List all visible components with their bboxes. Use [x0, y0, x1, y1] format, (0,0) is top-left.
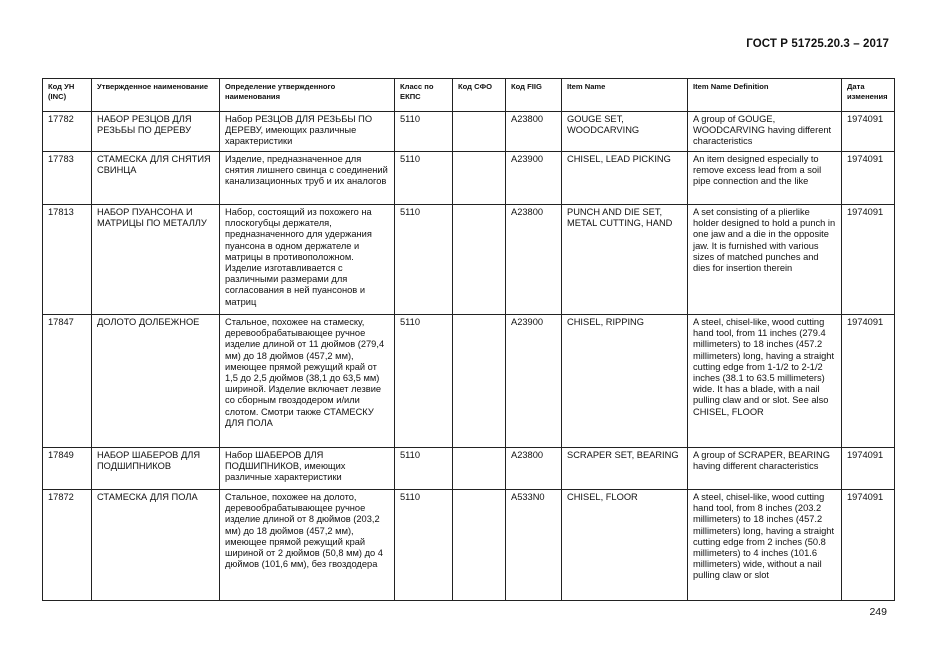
cell-date: 1974091 [842, 448, 895, 490]
cell-approved-name: ДОЛОТО ДОЛБЕЖНОЕ [92, 315, 220, 448]
cell-sfo [453, 315, 506, 448]
cell-definition-ru: Стальное, похожее на долото, деревообрабатывающее ручное изделие длиной от 8 дюймов (203,2 мм) до 18 дюймов (457,2 мм), имеющее прямой режущий край шириной от 2 дюймов (50,8 мм) до 4 дюймов (101,6 мм), без гвоздодера [220, 490, 395, 601]
cell-class: 5110 [395, 315, 453, 448]
cell-class: 5110 [395, 112, 453, 152]
cell-date: 1974091 [842, 205, 895, 315]
cell-definition-ru: Набор, состоящий из похожего на плоскогубцы держателя, предназначенного для удержания пуансона в одном держателе и матрицы в противоположном. Изделие изготавливается с различными размерами для согласования в ней пуансонов и матриц [220, 205, 395, 315]
cell-class: 5110 [395, 448, 453, 490]
cell-definition-ru: Набор РЕЗЦОВ ДЛЯ РЕЗЬБЫ ПО ДЕРЕВУ, имеющих различные характеристики [220, 112, 395, 152]
table-row [43, 112, 895, 152]
cell-sfo [453, 490, 506, 601]
cell-date: 1974091 [842, 315, 895, 448]
cell-definition-ru: Стальное, похожее на стамеску, деревообрабатывающее ручное изделие длиной от 11 дюймов (279,4 мм) до 18 дюймов (457,2 мм), имеющее прямой режущий край от 1,5 до 2,5 дюймов (38,1 до 63,5 мм) шириной. Изделие включает лезвие со сборным гвоздодером и/или слотом. Смотри также СТАМЕСКУ ДЛЯ ПОЛА [220, 315, 395, 448]
cell-item-definition: A steel, chisel-like, wood cutting hand tool, from 11 inches (279.4 millimeters) to 18 inches (457.2 millimeters) long, having a straight cutting edge from 1-1/2 to 2-1/2 inches (38.1 to 63.5 millimeters) wide. It has a blade, with a nail pulling claw and or slot. See also CHISEL, FLOOR [688, 315, 842, 448]
cell-item-definition: A group of GOUGE, WOODCARVING having different characteristics [688, 112, 842, 152]
cell-item-definition: An item designed especially to remove excess lead from a soil pipe connection and the like [688, 152, 842, 205]
column-header-item-definition: Item Name Definition [688, 79, 842, 112]
table-row [43, 448, 895, 490]
table-row [43, 205, 895, 315]
cell-fiig: A533N0 [506, 490, 562, 601]
cell-inc: 17782 [43, 112, 92, 152]
cell-fiig: A23800 [506, 448, 562, 490]
cell-approved-name: НАБОР ПУАНСОНА И МАТРИЦЫ ПО МЕТАЛЛУ [92, 205, 220, 315]
cell-item-name: CHISEL, RIPPING [562, 315, 688, 448]
cell-inc: 17783 [43, 152, 92, 205]
cell-approved-name: СТАМЕСКА ДЛЯ СНЯТИЯ СВИНЦА [92, 152, 220, 205]
cell-fiig: A23800 [506, 112, 562, 152]
cell-item-name: GOUGE SET, WOODCARVING [562, 112, 688, 152]
table-row [43, 490, 895, 601]
column-header-sfo: Код СФО [453, 79, 506, 112]
cell-fiig: A23900 [506, 152, 562, 205]
table-header-row [43, 79, 895, 112]
cell-fiig: A23800 [506, 205, 562, 315]
cell-approved-name: НАБОР ШАБЕРОВ ДЛЯ ПОДШИПНИКОВ [92, 448, 220, 490]
cell-inc: 17847 [43, 315, 92, 448]
cell-class: 5110 [395, 205, 453, 315]
cell-item-definition: A steel, chisel-like, wood cutting hand tool, from 8 inches (203.2 millimeters) to 18 inches (457.2 millimeters) long, having a straight cutting edge from 2 inches (50.8 millimeters) to 4 inches (101.6 millimeters) wide, without a nail pulling claw or slot [688, 490, 842, 601]
cell-item-name: CHISEL, FLOOR [562, 490, 688, 601]
document-header: ГОСТ Р 51725.20.3 – 2017 [746, 38, 889, 50]
cell-fiig: A23900 [506, 315, 562, 448]
cell-item-name: PUNCH AND DIE SET, METAL CUTTING, HAND [562, 205, 688, 315]
column-header-definition-ru: Определение утвержденного наименования [220, 79, 395, 112]
catalog-table [42, 78, 895, 601]
column-header-inc: Код УН (INC) [43, 79, 92, 112]
cell-sfo [453, 205, 506, 315]
cell-approved-name: СТАМЕСКА ДЛЯ ПОЛА [92, 490, 220, 601]
column-header-class: Класс по ЕКПС [395, 79, 453, 112]
page-number: 249 [869, 606, 887, 618]
cell-date: 1974091 [842, 112, 895, 152]
cell-class: 5110 [395, 490, 453, 601]
cell-date: 1974091 [842, 490, 895, 601]
cell-sfo [453, 152, 506, 205]
cell-inc: 17813 [43, 205, 92, 315]
cell-sfo [453, 448, 506, 490]
table-row [43, 315, 895, 448]
cell-definition-ru: Изделие, предназначенное для снятия лишнего свинца с соединений канализационных труб и их аналогов [220, 152, 395, 205]
cell-item-definition: A set consisting of a plierlike holder designed to hold a punch in one jaw and a die in the opposite jaw. It is furnished with various sizes of matched punches and dies for insertion therein [688, 205, 842, 315]
column-header-fiig: Код FIIG [506, 79, 562, 112]
cell-item-name: CHISEL, LEAD PICKING [562, 152, 688, 205]
cell-item-definition: A group of SCRAPER, BEARING having different characteristics [688, 448, 842, 490]
cell-inc: 17872 [43, 490, 92, 601]
table-row [43, 152, 895, 205]
cell-definition-ru: Набор ШАБЕРОВ ДЛЯ ПОДШИПНИКОВ, имеющих различные характеристики [220, 448, 395, 490]
column-header-approved-name: Утвержденное наименование [92, 79, 220, 112]
cell-class: 5110 [395, 152, 453, 205]
cell-item-name: SCRAPER SET, BEARING [562, 448, 688, 490]
column-header-date: Дата изменения [842, 79, 895, 112]
column-header-item-name: Item Name [562, 79, 688, 112]
cell-sfo [453, 112, 506, 152]
cell-approved-name: НАБОР РЕЗЦОВ ДЛЯ РЕЗЬБЫ ПО ДЕРЕВУ [92, 112, 220, 152]
cell-date: 1974091 [842, 152, 895, 205]
cell-inc: 17849 [43, 448, 92, 490]
